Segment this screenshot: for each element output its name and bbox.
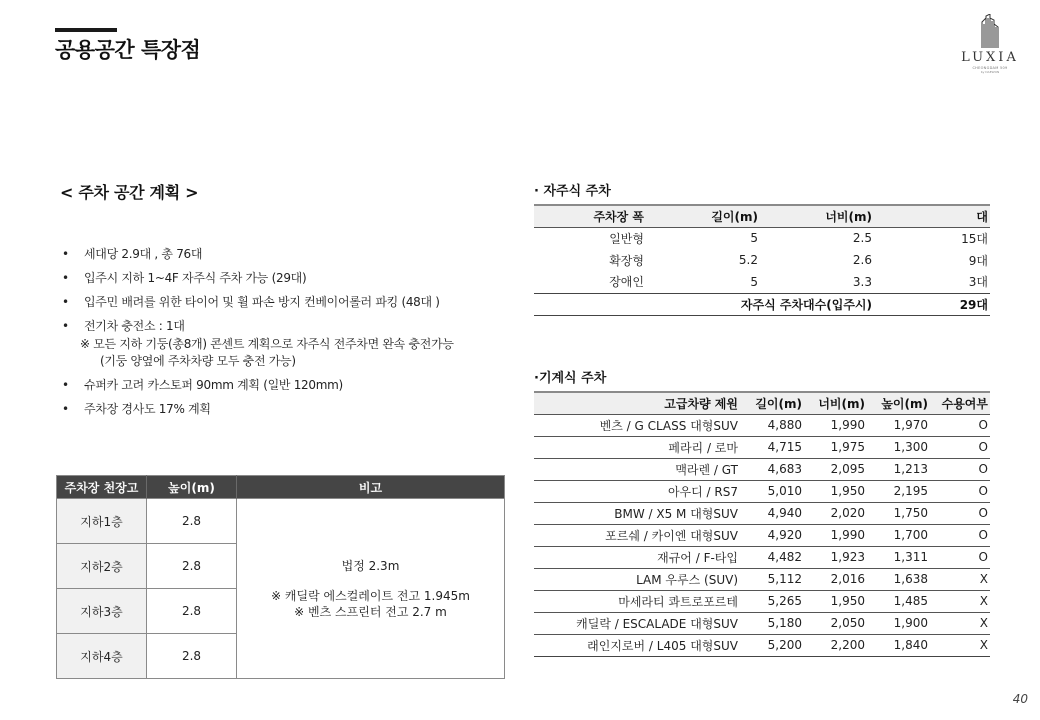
table-row: 지하2층 2.8 (57, 544, 505, 589)
bullet-icon: • (62, 402, 69, 416)
title-accent-bar (55, 28, 117, 32)
list-item: • 입주시 지하 1~4F 자주식 주차 가능 (29대) (62, 271, 307, 285)
table-row: 래인지로버 / L405 대형SUV 5,200 2,200 1,840 X (534, 634, 990, 656)
column-header: 비고 (237, 476, 505, 499)
column-header: 수용여부 (941, 396, 988, 411)
table-row: 지하3층 2.8 (57, 589, 505, 634)
table-row: 캐딜락 / ESCALADE 대형SUV 5,180 2,050 1,900 X (534, 612, 990, 634)
logo-wordmark: LUXIA (961, 50, 1019, 65)
remarks-cell: 법정 2.3m ※ 캐딜락 에스컬레이트 전고 1.945m ※ 벤츠 스프린터 전고 2.7 m (237, 499, 505, 679)
mechanical-parking-table (534, 391, 990, 657)
list-item: • 전기차 충전소 : 1대 ※ 모든 지하 기둥(총8개) 콘센트 계획으로 자주식 전주차면 완속 충전가능 (기둥 양옆에 주차차량 모두 충전 가능) (62, 319, 454, 368)
bullet-icon: • (62, 247, 69, 261)
page-number: 40 (1012, 692, 1028, 706)
logo-subtitle: CHEONGDAM 509 (972, 66, 1008, 70)
table-row: 일반형 5 2.5 15대 (534, 227, 990, 249)
table-row: 포르쉐 / 카이엔 대형SUV 4,920 1,990 1,700 O (534, 524, 990, 546)
ev-charging-note: ※ 모든 지하 기둥(총8개) 콘센트 계획으로 자주식 전주차면 완속 충전가능 (80, 337, 454, 351)
table-row: 지하1층 2.8 법정 2.3m ※ 캐딜락 에스컬레이트 전고 1.945m ※ 벤츠 스프린터 전고 2.7 m (57, 499, 505, 544)
ev-charging-note-detail: (기둥 양옆에 주차차량 모두 충전 가능) (100, 354, 296, 368)
bullet-icon: • (62, 271, 69, 285)
self-parking-table (534, 204, 990, 316)
column-header: 고급차량 제원 (664, 396, 738, 411)
table-row: 지하4층 2.8 (57, 634, 505, 679)
column-header: 주차장 폭 (593, 209, 644, 224)
bullet-icon: • (62, 295, 69, 309)
column-header: 길이(m) (711, 209, 758, 224)
table-row: 마세라티 콰트로포르테 5,265 1,950 1,485 X (534, 590, 990, 612)
column-header: 길이(m) (755, 396, 802, 411)
self-parking-heading: · 자주식 주차 (534, 184, 611, 199)
total-value: 29대 (959, 297, 988, 312)
table-row: 벤츠 / G CLASS 대형SUV 4,880 1,990 1,970 O (534, 414, 990, 436)
table-row: LAM 우루스 (SUV) 5,112 2,016 1,638 X (534, 568, 990, 590)
bullet-icon: • (62, 319, 69, 333)
page-title: 공용공간 특장점 (55, 38, 201, 62)
table-row: 재규어 / F-타입 4,482 1,923 1,311 O (534, 546, 990, 568)
table-row: 맥라렌 / GT 4,683 2,095 1,213 O (534, 458, 990, 480)
column-header: 대 (976, 209, 988, 224)
column-header: 주차장 천장고 (57, 476, 147, 499)
bullet-icon: • (62, 378, 69, 392)
table-row: 페라리 / 로마 4,715 1,975 1,300 O (534, 436, 990, 458)
table-row: 아우디 / RS7 5,010 1,950 2,195 O (534, 480, 990, 502)
list-item: • 세대당 2.9대 , 총 76대 (62, 247, 203, 261)
list-item: • 주차장 경사도 17% 계획 (62, 402, 211, 416)
list-item: • 슈퍼카 고려 카스토퍼 90mm 계획 (일반 120mm) (62, 378, 343, 392)
parking-plan-heading: < 주차 공간 계획 > (60, 183, 199, 202)
luxia-logo (952, 14, 1028, 82)
column-header: 높이(m) (147, 476, 237, 499)
column-header: 너비(m) (825, 209, 872, 224)
list-item: • 입주민 배려를 위한 타이어 및 휠 파손 방지 컨베이어롤러 파킹 (48대 ) (62, 295, 440, 309)
mechanical-parking-heading: ·기계식 주차 (534, 371, 607, 386)
table-row: BMW / X5 M 대형SUV 4,940 2,020 1,750 O (534, 502, 990, 524)
column-header: 너비(m) (818, 396, 865, 411)
table-row: 장애인 5 3.3 3대 (609, 274, 988, 290)
column-header: 높이(m) (881, 396, 928, 411)
parking-features-list (62, 246, 502, 425)
table-row: 확장형 5.2 2.6 9대 (609, 253, 988, 268)
total-label: 자주식 주차대수(입주시) (740, 297, 872, 312)
building-logo-icon (979, 14, 1001, 48)
logo-tagline: by DAEWON (980, 70, 1000, 74)
total-row (534, 293, 990, 315)
ceiling-height-table (56, 475, 505, 679)
